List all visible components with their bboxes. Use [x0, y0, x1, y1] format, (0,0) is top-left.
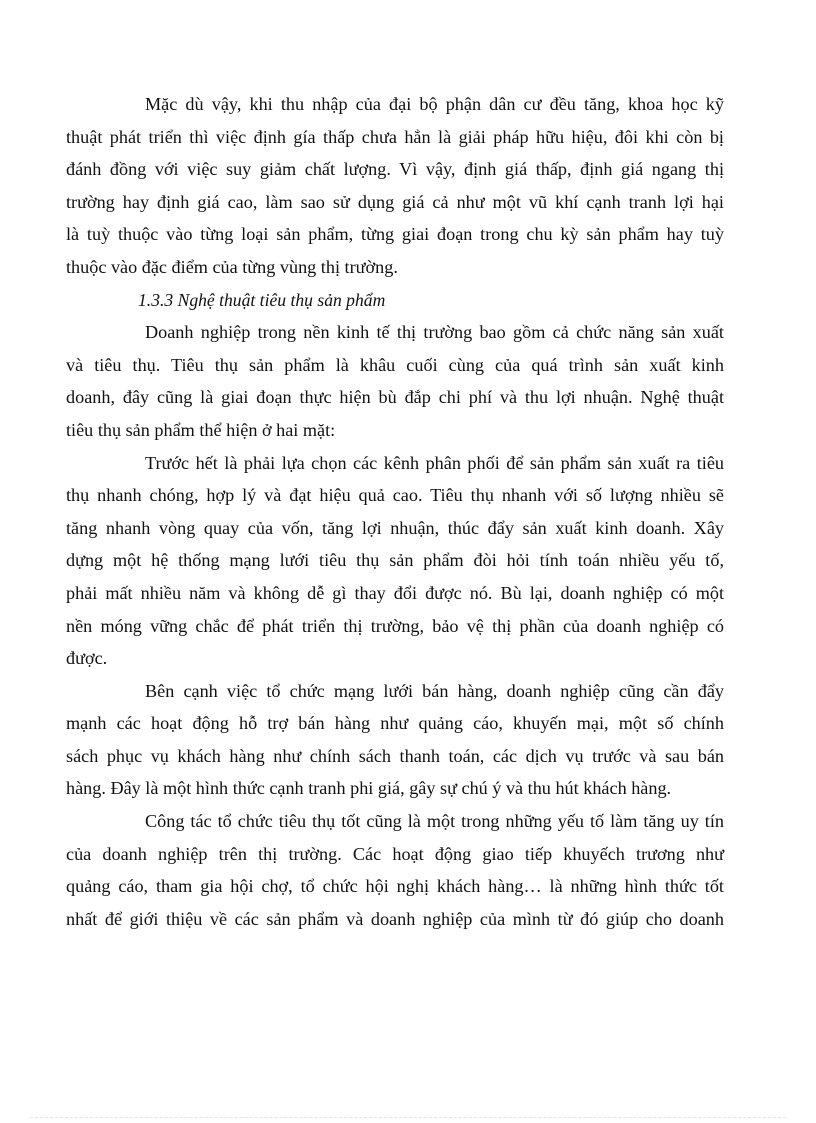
text-line: Doanh nghiệp trong nền kinh tế thị trường bao gồm cả chức năng sản xuất — [145, 322, 724, 343]
text-line: tăng nhanh vòng quay của vốn, tăng lợi nhuận, thúc đẩy sản xuất kinh doanh. Xây — [66, 517, 724, 538]
text-line: sách phục vụ khách hàng như chính sách thanh toán, các dịch vụ trước và sau bán — [66, 745, 724, 766]
text-line: thụ nhanh chóng, hợp lý và đạt hiệu quả cao. Tiêu thụ nhanh với số lượng nhiều sẽ — [66, 485, 724, 506]
paragraph-sales-support — [66, 675, 724, 805]
text-line: doanh, đây cũng là giai đoạn thực hiện bù đắp chi phí và thu lợi nhuận. Nghệ thuật — [66, 387, 724, 408]
paragraph-distribution — [66, 447, 724, 675]
text-line: dựng một hệ thống mạng lưới tiêu thụ sản phẩm đòi hỏi tính toán nhiều yếu tố, — [66, 550, 724, 571]
text-line: tiêu thụ sản phẩm thể hiện ở hai mặt: — [66, 419, 336, 440]
text-line: của doanh nghiệp trên thị trường. Các hoạt động giao tiếp khuyếch trương như — [66, 843, 724, 864]
text-line: nền móng vững chắc để phát triển thị trường, bảo vệ thị phần của doanh nghiệp có — [66, 615, 724, 636]
text-line: trường hay định giá cao, làm sao sử dụng giá cả như một vũ khí cạnh tranh lợi hại — [66, 191, 724, 212]
text-line: Mặc dù vậy, khi thu nhập của đại bộ phận dân cư đều tăng, khoa học kỹ — [145, 94, 724, 114]
text-line: thuật phát triển thì việc định gía thấp chưa hẳn là giải pháp hữu hiệu, đôi khi còn bị — [66, 126, 724, 147]
text-line: mạnh các hoạt động hỗ trợ bán hàng như quảng cáo, khuyến mại, một số chính — [66, 713, 724, 734]
text-line: Công tác tổ chức tiêu thụ tốt cũng là một trong những yếu tố làm tăng uy tín — [145, 811, 724, 832]
document-body — [66, 88, 724, 935]
text-line: quảng cáo, tham gia hội chợ, tổ chức hội nghị khách hàng… là những hình thức tốt — [66, 876, 724, 897]
text-line: Trước hết là phải lựa chọn các kênh phân phối để sản phẩm sản xuất ra tiêu — [145, 452, 724, 473]
text-line: được. — [66, 648, 108, 669]
text-line: đánh đồng với việc suy giảm chất lượng. Vì vậy, định giá thấp, định giá ngang thị — [66, 159, 724, 180]
section-heading: 1.3.3 Nghệ thuật tiêu thụ sản phẩm — [138, 289, 386, 310]
page-bottom-divider — [30, 1117, 786, 1118]
text-line: nhất để giới thiệu về các sản phẩm và doanh nghiệp của mình từ đó giúp cho doanh — [66, 908, 724, 929]
text-line: và tiêu thụ. Tiêu thụ sản phẩm là khâu cuối cùng của quá trình sản xuất kinh — [66, 354, 724, 375]
text-line: thuộc vào đặc điểm của từng vùng thị trường. — [66, 256, 398, 277]
text-line: Bên cạnh việc tổ chức mạng lưới bán hàng, doanh nghiệp cũng cần đẩy — [145, 680, 724, 701]
text-line: là tuỳ thuộc vào từng loại sản phẩm, từng giai đoạn trong chu kỳ sản phẩm hay tuỳ — [66, 224, 724, 245]
paragraph-sales-art — [66, 316, 724, 446]
text-line: hàng. Đây là một hình thức cạnh tranh phi giá, gây sự chú ý và thu hút khách hàng. — [66, 778, 672, 799]
paragraph-reputation — [66, 805, 724, 935]
text-line: phải mất nhiều năm và không dễ gì thay đổi được nó. Bù lại, doanh nghiệp có một — [66, 582, 724, 603]
paragraph-pricing — [66, 88, 724, 284]
